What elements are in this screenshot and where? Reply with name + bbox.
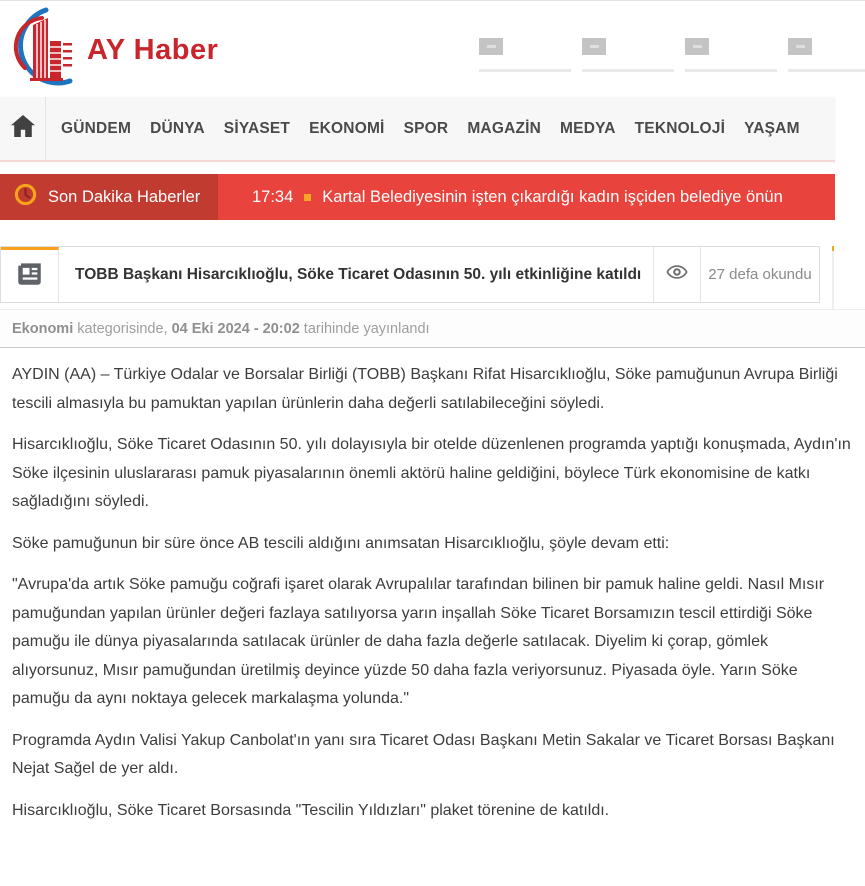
logo-building-swoosh-icon bbox=[4, 5, 79, 96]
sidebar-edge-accent bbox=[832, 246, 834, 311]
article-paragraph: "Avrupa'da artık Söke pamuğu coğrafi işaret olarak Avrupalılar tarafından bilinen bir pamuk haline geldi. Nasıl Mısır pamuğundan yapılan ürünler değeri fazlaya satılıyorsa yarın inşallah Söke Ticaret Borsamızın tescil ettirdiği Söke pamuğu ile dünya piyasalarında satılacak ürünler de daha fazla değerle satılacak. Diyelim ki çorap, gömlek alıyorsunuz, Mısır pamuğundan üretilmiş deyince yüzde 50 daha fazla veriyorsunuz. Piyasada öyle. Yarın Söke pamuğu da aynı noktaya gelecek markalaşma yolunda." bbox=[12, 576, 825, 707]
image-placeholder bbox=[582, 1, 685, 97]
logo-text: AY Haber bbox=[87, 34, 219, 66]
newspaper-icon bbox=[16, 260, 43, 292]
article-icon-cell bbox=[1, 247, 59, 302]
nav-item[interactable]: DÜNYA bbox=[150, 119, 205, 137]
image-placeholder-icon bbox=[479, 38, 503, 55]
placeholder-underline bbox=[685, 69, 777, 72]
nav-items bbox=[46, 97, 800, 160]
article-paragraph: Hisarcıklıoğlu, Söke Ticaret Odasının 50. yılı dolayısıyla bir otelde düzenlenen programda yaptığı konuşmada, Aydın'ın Söke ilçesinin uluslararası pamuk piyasalarının önemli aktörü haline geldiğini, böylece Türk ekonomisine de katkı sağladığını söyledi. bbox=[12, 436, 851, 510]
article-title: TOBB Başkanı Hisarcıklıoğlu, Söke Ticaret Odasının 50. yılı etkinliğine katıldı bbox=[75, 265, 642, 283]
home-button[interactable] bbox=[0, 97, 46, 160]
meta-category[interactable]: Ekonomi bbox=[12, 320, 74, 337]
image-placeholder-icon bbox=[788, 38, 812, 55]
image-placeholder-icon bbox=[685, 38, 709, 55]
nav-item[interactable]: EKONOMİ bbox=[309, 119, 385, 137]
read-count: 27 defa okundu bbox=[700, 247, 819, 302]
ticker-body bbox=[218, 174, 835, 220]
nav-item[interactable]: GÜNDEM bbox=[61, 119, 132, 137]
nav-item[interactable]: SİYASET bbox=[223, 119, 291, 137]
article-meta bbox=[0, 309, 865, 348]
image-placeholder bbox=[685, 1, 788, 97]
article-paragraph: Hisarcıklıoğlu, Söke Ticaret Borsasında "Tescilin Yıldızları" plaket törenine de katıldı. bbox=[12, 801, 610, 819]
image-placeholder bbox=[479, 1, 582, 97]
site-header bbox=[0, 1, 865, 97]
placeholder-underline bbox=[582, 69, 674, 72]
article-paragraph: Programda Aydın Valisi Yakup Canbolat'ın yanı sıra Ticaret Odası Başkanı Metin Sakalar ve Ticaret Borsası Başkanı Nejat Sağel de yer aldı. bbox=[12, 731, 835, 777]
main-nav bbox=[0, 97, 835, 162]
meta-date: 04 Eki 2024 - 20:02 bbox=[171, 320, 300, 337]
header-widget-placeholders bbox=[479, 1, 865, 97]
ticker-bullet-icon bbox=[304, 194, 311, 201]
meta-date-suffix: tarihinde yayınlandı bbox=[299, 320, 430, 337]
article-body bbox=[0, 348, 865, 838]
article-paragraph: AYDIN (AA) – Türkiye Odalar ve Borsalar Birliği (TOBB) Başkanı Rifat Hisarcıklıoğlu, Söke pamuğunun Avrupa Birliği tescili almasıyla bu pamuktan yapılan ürünlerin daha değerli satılabileceğini söyledi. bbox=[12, 366, 838, 412]
breaking-news-label-text: Son Dakika Haberler bbox=[48, 187, 201, 206]
clock-icon bbox=[14, 183, 37, 211]
image-placeholder-icon bbox=[582, 38, 606, 55]
placeholder-underline bbox=[788, 69, 865, 72]
eye-icon bbox=[666, 261, 688, 288]
image-placeholder bbox=[788, 1, 865, 97]
nav-item[interactable]: MAGAZİN bbox=[467, 119, 542, 137]
article-title-bar bbox=[0, 246, 820, 303]
meta-category-suffix: kategorisinde, bbox=[73, 320, 172, 337]
placeholder-underline bbox=[479, 69, 571, 72]
site-logo[interactable] bbox=[4, 5, 218, 96]
article-paragraph: Söke pamuğunun bir süre önce AB tescili aldığını anımsatan Hisarcıklıoğlu, şöyle devam etti: bbox=[12, 534, 670, 552]
nav-item[interactable]: YAŞAM bbox=[744, 119, 800, 137]
views-icon-cell bbox=[653, 247, 700, 302]
ticker-time: 17:34 bbox=[252, 187, 294, 206]
nav-item[interactable]: MEDYA bbox=[560, 119, 616, 137]
breaking-news-label bbox=[0, 174, 218, 220]
nav-item[interactable]: TEKNOLOJİ bbox=[634, 119, 726, 137]
breaking-news-bar bbox=[0, 174, 835, 220]
home-icon bbox=[11, 115, 35, 142]
ticker-headline-link[interactable]: Kartal Belediyesinin işten çıkardığı kadın işçiden belediye önün bbox=[322, 187, 783, 206]
nav-item[interactable]: SPOR bbox=[403, 119, 449, 137]
